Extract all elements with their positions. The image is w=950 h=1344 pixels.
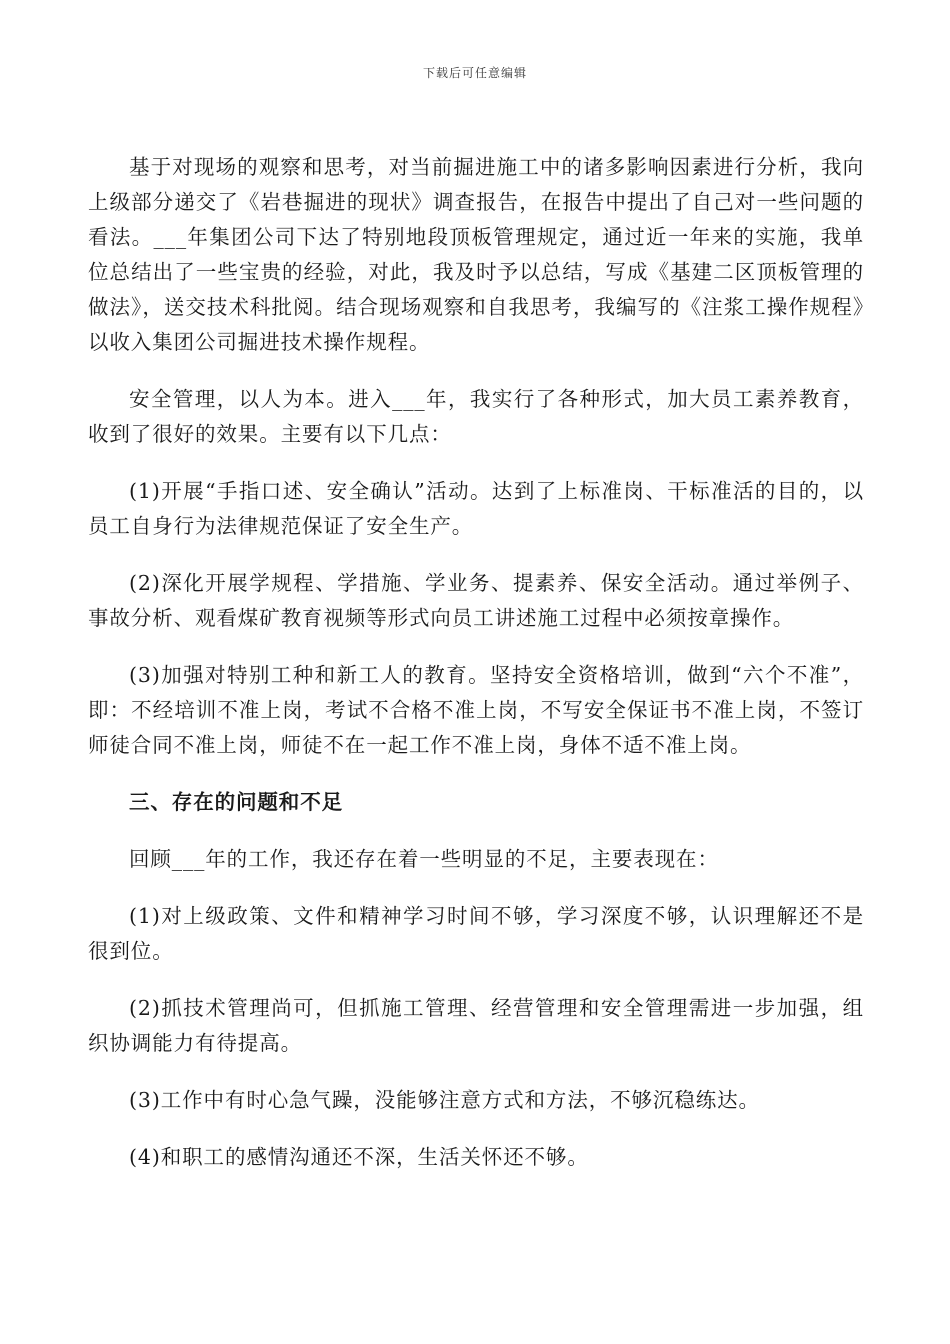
paragraph-review-intro: 回顾___年的工作，我还存在着一些明显的不足，主要表现在： <box>129 847 719 871</box>
paragraph-safety-item-3: (3)加强对特别工种和新工人的教育。坚持安全资格培训，做到“六个不准”，即：不经培训不准上岗，考试不合格不准上岗，不写安全保证书不准上岗，不签订师徒合同不准上岗，师徒不在一起工作不准上岗，身体不适不准上岗。 <box>88 663 864 757</box>
paragraph-reports: 基于对现场的观察和思考，对当前掘进施工中的诸多影响因素进行分析，我向上级部分递交了《岩巷掘进的现状》调查报告，在报告中提出了自己对一些问题的看法。___年集团公司下达了特别地段顶板管理规定，通过近一年来的实施，我单位总结出了一些宝贵的经验，对此，我及时予以总结，写成《基建二区顶板管理的做法》，送交技术科批阅。结合现场观察和自我思考，我编写的《注浆工操作规程》以收入集团公司掘进技术操作规程。 <box>88 155 864 354</box>
paragraph-problem-item-4: (4)和职工的感情沟通还不深，生活关怀还不够。 <box>129 1145 589 1169</box>
document-body <box>88 150 864 1197</box>
paragraph-safety-item-1: (1)开展“手指口述、安全确认”活动。达到了上标准岗、干标准活的目的，以员工自身行为法律规范保证了安全生产。 <box>88 479 864 538</box>
paragraph-problem-item-2: (2)抓技术管理尚可，但抓施工管理、经营管理和安全管理需进一步加强，组织协调能力有待提高。 <box>88 996 864 1055</box>
page-header: 下载后可任意编辑 <box>422 66 527 80</box>
paragraph-safety-management: 安全管理，以人为本。进入___年，我实行了各种形式，加大员工素养教育，收到了很好的效果。主要有以下几点： <box>88 387 864 446</box>
paragraph-safety-item-2: (2)深化开展学规程、学措施、学业务、提素养、保安全活动。通过举例子、事故分析、观看煤矿教育视频等形式向员工讲述施工过程中必须按章操作。 <box>88 571 864 630</box>
section-title-problems: 三、存在的问题和不足 <box>129 790 343 814</box>
paragraph-problem-item-1: (1)对上级政策、文件和精神学习时间不够，学习深度不够，认识理解还不是很到位。 <box>88 904 864 963</box>
paragraph-problem-item-3: (3)工作中有时心急气躁，没能够注意方式和方法，不够沉稳练达。 <box>129 1088 760 1112</box>
